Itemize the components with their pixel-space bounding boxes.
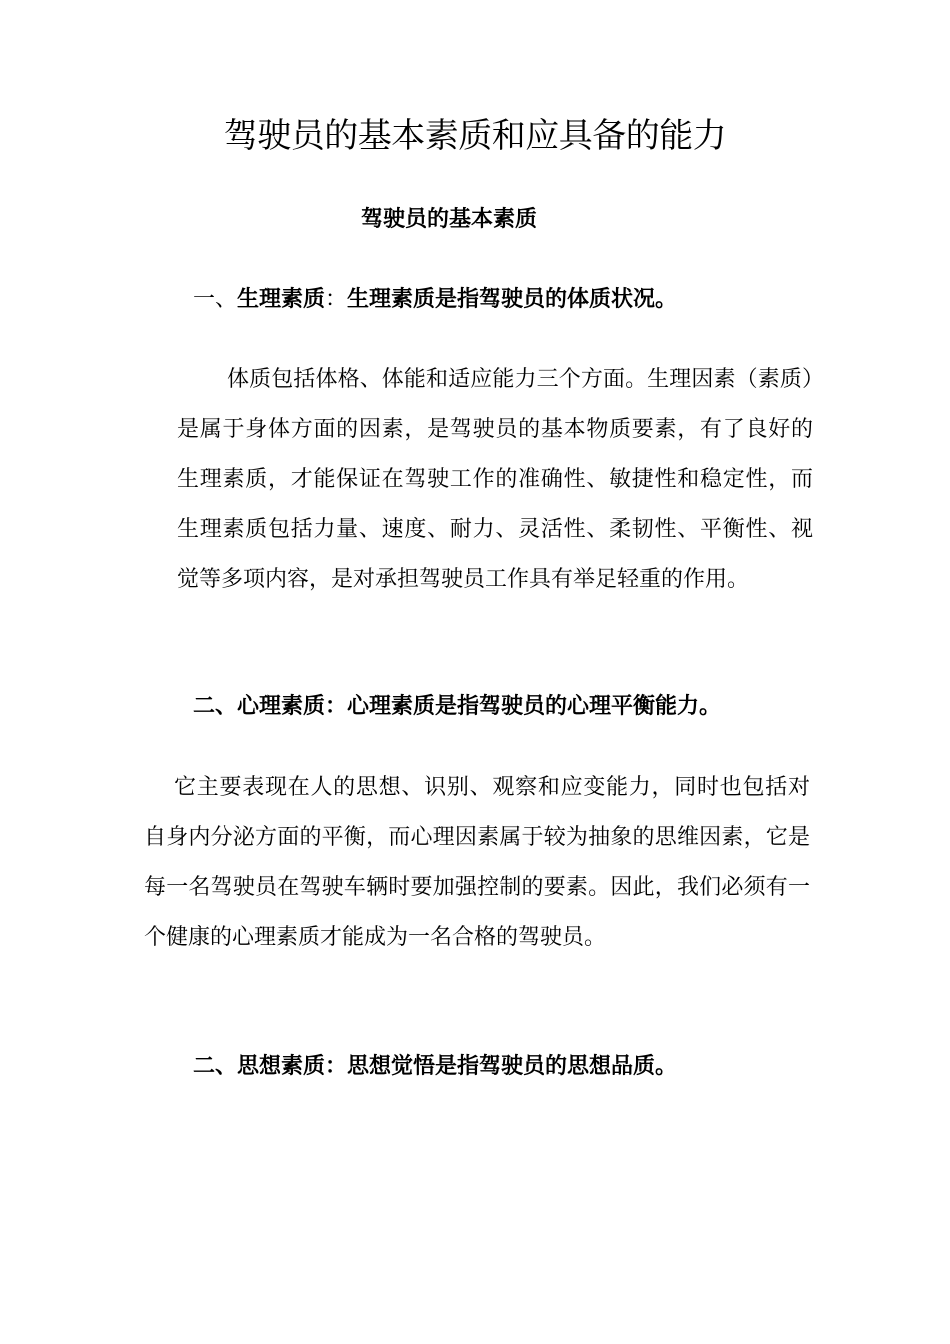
item-definition: 生理素质是指驾驶员的体质状况。 bbox=[347, 287, 678, 312]
item-colon: ： bbox=[325, 287, 348, 312]
item-definition: 思想觉悟是指驾驶员的思想品质。 bbox=[347, 1054, 678, 1079]
item-body-physiological: 体质包括体格、体能和适应能力三个方面。生理因素（素质）是属于身体方面的因素，是驾驶员的基本物质要素，有了良好的生理素质，才能保证在驾驶工作的准确性、敏捷性和稳定性，而生理素质包括力量、速度、耐力、灵活性、柔韧性、平衡性、视觉等多项内容，是对承担驾驶员工作具有举足轻重的作用。 bbox=[177, 367, 813, 592]
section-title: 驾驶员的基本素质 bbox=[360, 207, 537, 232]
item-number: 二、 bbox=[193, 694, 238, 719]
item-heading-psychological bbox=[193, 690, 833, 724]
document-title: 驾驶员的基本素质和应具备的能力 bbox=[223, 116, 727, 156]
item-term: 心理素质 bbox=[237, 694, 326, 719]
item-colon: ： bbox=[325, 1054, 348, 1079]
item-number: 一、 bbox=[193, 287, 238, 312]
item-definition: 心理素质是指驾驶员的心理平衡能力。 bbox=[347, 694, 722, 719]
item-term: 思想素质 bbox=[237, 1054, 326, 1079]
item-colon: ： bbox=[325, 694, 348, 719]
item-heading-ideological bbox=[193, 1050, 833, 1084]
item-body-psychological: 它主要表现在人的思想、识别、观察和应变能力，同时也包括对自身内分泌方面的平衡，而心理因素属于较为抽象的思维因素，它是每一名驾驶员在驾驶车辆时要加强控制的要素。因此，我们必须有一个健康的心理素质才能成为一名合格的驾驶员。 bbox=[144, 775, 810, 950]
item-term: 生理素质 bbox=[237, 287, 326, 312]
item-number: 二、 bbox=[193, 1054, 238, 1079]
item-heading-physiological bbox=[193, 283, 833, 317]
